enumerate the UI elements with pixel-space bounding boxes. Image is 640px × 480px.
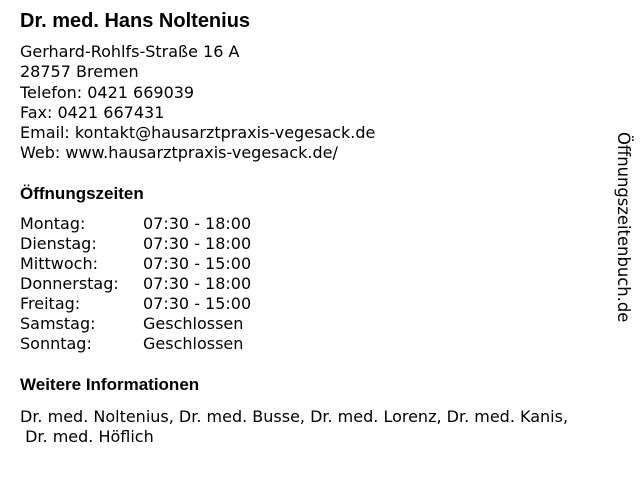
further-info-line-2: Dr. med. Höflich — [20, 426, 154, 446]
hours-time: 07:30 - 18:00 — [143, 273, 252, 293]
further-info-title: Weitere Informationen — [20, 374, 200, 394]
email-address: Email: kontakt@hausarztpraxis-vegesack.de — [20, 123, 376, 143]
hours-day: Montag: — [20, 213, 86, 233]
practice-name: Dr. med. Hans Noltenius — [20, 10, 251, 32]
hours-row-saturday — [20, 314, 610, 334]
opening-hours-title: Öffnungszeiten — [20, 183, 144, 203]
hours-row-monday — [20, 214, 610, 234]
hours-row-friday — [20, 294, 610, 314]
practice-card — [20, 9, 610, 447]
hours-day: Mittwoch: — [20, 253, 98, 273]
hours-day: Sonntag: — [20, 333, 92, 353]
hours-time: Geschlossen — [143, 333, 244, 353]
hours-row-thursday — [20, 274, 610, 294]
website-url: Web: www.hausarztpraxis-vegesack.de/ — [20, 143, 338, 163]
hours-day: Donnerstag: — [20, 273, 119, 293]
hours-time: 07:30 - 15:00 — [143, 293, 252, 313]
hours-row-tuesday — [20, 234, 610, 254]
address-city: 28757 Bremen — [20, 62, 139, 82]
contact-block — [20, 42, 610, 164]
hours-time: 07:30 - 18:00 — [143, 233, 252, 253]
hours-day: Dienstag: — [20, 233, 97, 253]
address-street: Gerhard-Rohlfs-Straße 16 A — [20, 42, 240, 61]
hours-time: Geschlossen — [143, 313, 244, 333]
hours-time: 07:30 - 18:00 — [143, 213, 252, 233]
phone-number: Telefon: 0421 669039 — [20, 82, 195, 102]
hours-day: Samstag: — [20, 313, 96, 333]
fax-number: Fax: 0421 667431 — [20, 102, 165, 122]
hours-day: Freitag: — [20, 293, 81, 313]
hours-row-wednesday — [20, 254, 610, 274]
brand-watermark: Öffnungszeitenbuch.de — [614, 132, 633, 323]
opening-hours-table — [20, 214, 610, 354]
hours-row-sunday — [20, 334, 610, 354]
further-info-line-1: Dr. med. Noltenius, Dr. med. Busse, Dr. med. Lorenz, Dr. med. Kanis, — [20, 406, 569, 426]
hours-time: 07:30 - 15:00 — [143, 253, 252, 273]
